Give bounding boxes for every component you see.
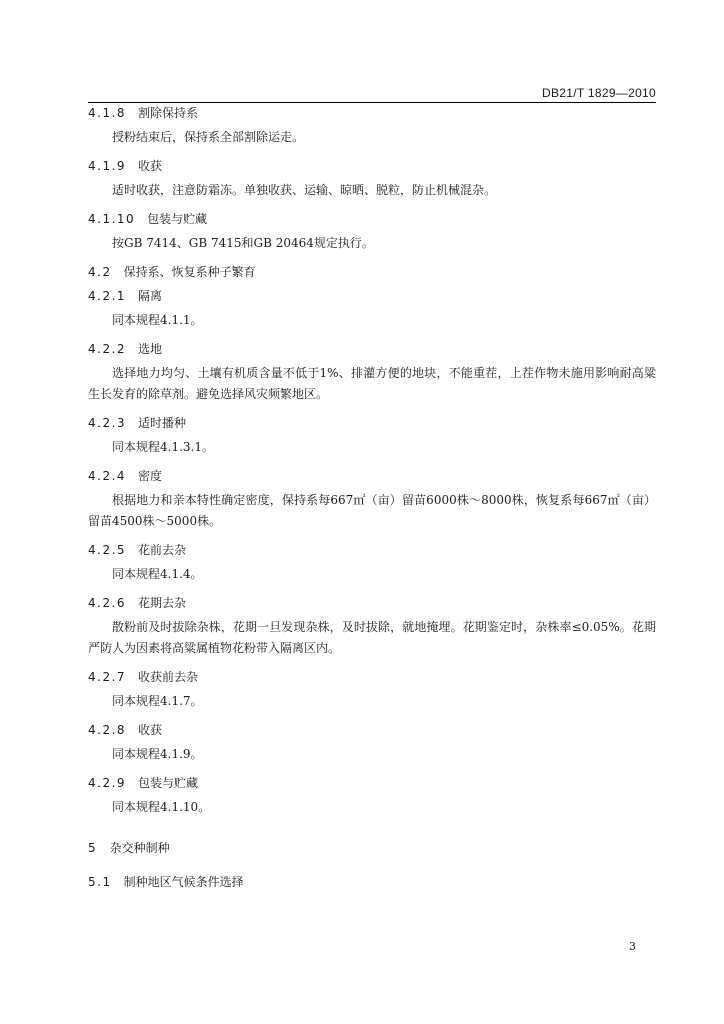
section-heading [88,413,656,433]
section-title: 花前去杂 [138,543,187,557]
section-number: 4.2.6 [88,596,127,610]
section-number: 5 [88,841,96,855]
paragraph: 散粉前及时拔除杂株，花期一旦发现杂株，及时拔除，就地掩埋。花期鉴定时，杂株率≤0.05%。花期严防人为因素将高粱属植物花粉带入隔离区内。 [88,620,656,655]
section-title: 收获 [138,723,163,737]
section-number: 4.1.9 [88,159,127,173]
section-title: 适时播种 [138,416,187,430]
section-number: 4.2.7 [88,670,127,684]
section-heading [88,773,656,793]
paragraph: 同本规程4.1.3.1。 [112,440,214,454]
section-title: 包装与贮藏 [147,212,208,226]
section-heading [88,103,656,123]
section-heading [88,339,656,359]
section-title: 制种地区气候条件选择 [123,875,244,889]
section-heading [88,156,656,176]
section-heading [88,720,656,740]
section-number: 5.1 [88,875,112,889]
section-title: 割除保持系 [138,106,199,120]
section-title: 杂交种制种 [109,841,170,855]
paragraph: 同本规程4.1.4。 [112,567,203,581]
section-number: 4.2.4 [88,469,127,483]
section-heading [88,593,656,613]
section-title: 包装与贮藏 [138,776,199,790]
paragraph: 选择地力均匀、土壤有机质含量不低于1%、排灌方便的地块，不能重茬，上茬作物未施用影响耐高粱生长发育的除草剂。避免选择风灾频繁地区。 [88,366,656,401]
section-heading [88,209,656,229]
paragraph: 按GB 7414、GB 7415和GB 20464规定执行。 [112,236,374,250]
section-heading [88,872,656,892]
section-number: 4.2.3 [88,416,127,430]
paragraph: 同本规程4.1.7。 [112,694,203,708]
section-heading [88,466,656,486]
section-heading [88,540,656,560]
document-body [88,103,656,892]
section-number: 4.1.8 [88,106,127,120]
section-heading [88,286,656,306]
section-number: 4.2.5 [88,543,127,557]
section-heading [88,667,656,687]
section-title: 花期去杂 [138,596,187,610]
section-title: 密度 [138,469,163,483]
page-number: 3 [629,940,636,953]
paragraph: 适时收获，注意防霜冻。单独收获、运输、晾晒、脱粒，防止机械混杂。 [112,183,497,197]
section-number: 4.2.1 [88,289,127,303]
paragraph: 授粉结束后，保持系全部割除运走。 [112,130,305,144]
document-code: DB21/T 1829—2010 [542,86,656,100]
paragraph: 根据地力和亲本特性确定密度，保持系每667㎡（亩）留苗6000株～8000株，恢复系每667㎡（亩）留苗4500株～5000株。 [88,493,656,528]
section-title: 隔离 [138,289,163,303]
section-heading [88,838,656,858]
section-number: 4.2.8 [88,723,127,737]
section-heading [88,262,656,282]
section-title: 收获前去杂 [138,670,199,684]
section-number: 4.2.9 [88,776,127,790]
paragraph: 同本规程4.1.10。 [112,800,211,814]
paragraph: 同本规程4.1.9。 [112,747,203,761]
section-title: 保持系、恢复系种子繁育 [123,265,256,279]
paragraph: 同本规程4.1.1。 [112,313,203,327]
section-number: 4.2.2 [88,342,127,356]
section-number: 4.1.10 [88,212,136,226]
section-title: 收获 [138,159,163,173]
section-number: 4.2 [88,265,112,279]
section-title: 选地 [138,342,163,356]
